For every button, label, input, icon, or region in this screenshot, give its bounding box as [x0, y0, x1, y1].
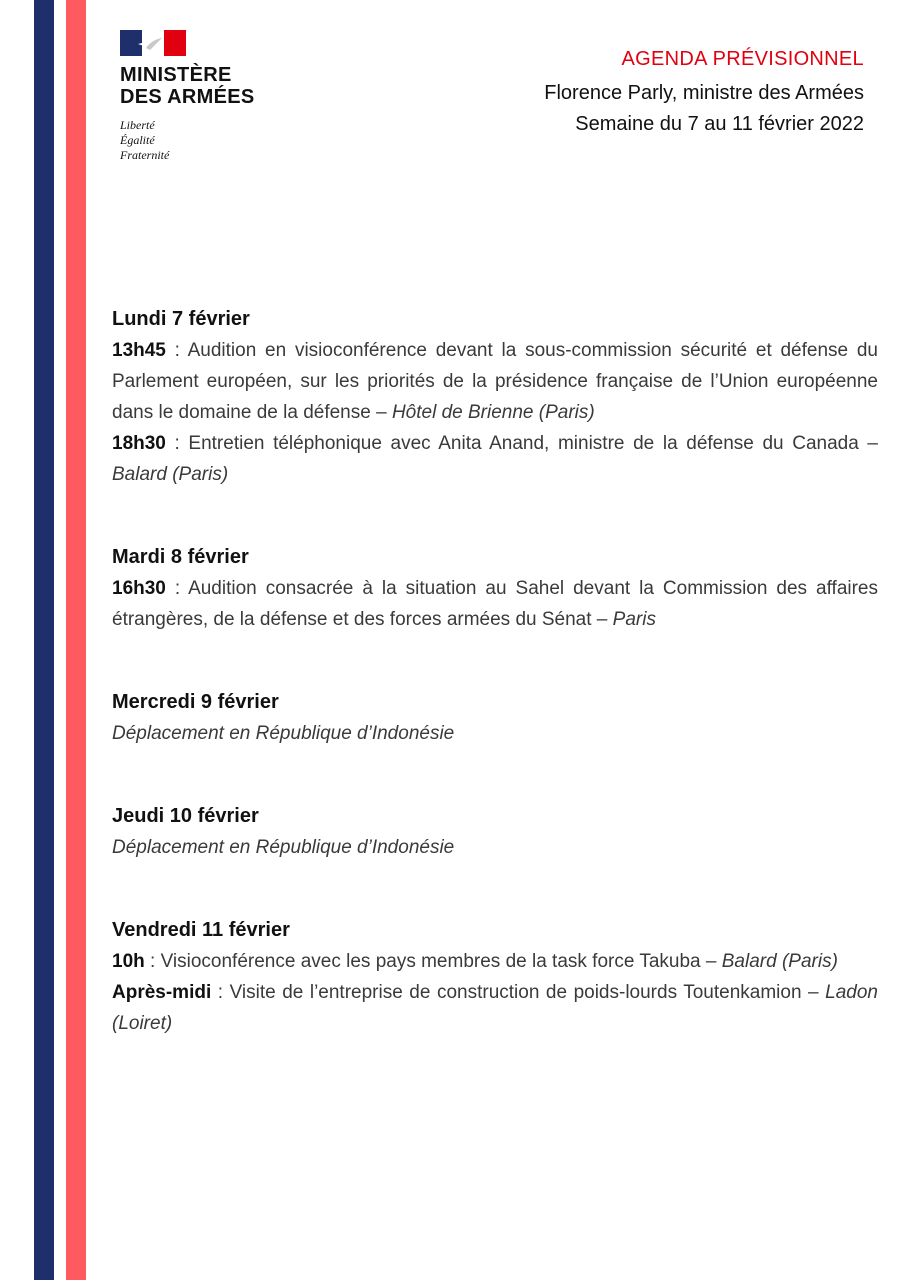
day-title: Mercredi 9 février [112, 691, 279, 713]
ministry-name [120, 64, 320, 108]
motto-liberte: Liberté [120, 118, 155, 132]
agenda-entry [112, 977, 878, 1039]
minister-name: Florence Parly, ministre des Armées [544, 82, 864, 104]
agenda-title: AGENDA PRÉVISIONNEL [621, 48, 864, 70]
flag-stripe-white [54, 0, 66, 1280]
agenda-entry [112, 946, 878, 977]
day-wednesday [112, 687, 878, 749]
marianne-flag-icon [120, 30, 186, 56]
ministry-name-line2: DES ARMÉES [120, 86, 255, 108]
entry-place: Ladon (Loiret) [112, 982, 878, 1034]
entry-time: 10h [112, 951, 145, 972]
entry-place: Hôtel de Brienne (Paris) [391, 402, 595, 423]
agenda-entry [112, 428, 878, 490]
day-monday [112, 304, 878, 490]
entry-text: : Visite de l’entreprise de construction de poids-lourds Toutenkamion – [211, 982, 826, 1003]
agenda-entry [112, 573, 878, 635]
entry-text: : Audition en visioconférence devant la sous-commission sécurité et défense du Parlement européen, sur les priorités de la présidence française de l’Union européenne dans le domaine de la défense – [112, 340, 878, 423]
ministry-name-line1: MINISTÈRE [120, 64, 232, 86]
entry-time: Après-midi [112, 982, 212, 1003]
entry-place: Paris [612, 609, 656, 630]
motto-fraternite: Fraternité [120, 148, 170, 162]
week-range: Semaine du 7 au 11 février 2022 [575, 113, 864, 135]
entry-time: 13h45 [112, 340, 166, 361]
day-friday [112, 915, 878, 1039]
day-note: Déplacement en République d’Indonésie [112, 723, 455, 744]
ministry-logo [120, 30, 320, 163]
day-title: Mardi 8 février [112, 546, 249, 568]
entry-time: 18h30 [112, 433, 166, 454]
entry-place: Balard (Paris) [721, 951, 838, 972]
day-note: Déplacement en République d’Indonésie [112, 837, 455, 858]
entry-place: Balard (Paris) [112, 464, 229, 485]
day-thursday [112, 801, 878, 863]
entry-time: 16h30 [112, 578, 166, 599]
entry-text: : Entretien téléphonique avec Anita Anand, ministre de la défense du Canada – [165, 433, 878, 454]
day-title: Vendredi 11 février [112, 919, 290, 941]
motto-egalite: Égalité [120, 133, 155, 147]
republic-motto [120, 118, 320, 163]
document-header [544, 46, 864, 140]
entry-text: : Visioconférence avec les pays membres de la task force Takuba – [144, 951, 722, 972]
agenda-content [112, 304, 878, 1091]
day-tuesday [112, 542, 878, 635]
flag-stripe-red [66, 0, 86, 1280]
flag-stripe-blue [34, 0, 54, 1280]
day-title: Jeudi 10 février [112, 805, 259, 827]
entry-text: : Audition consacrée à la situation au Sahel devant la Commission des affaires étrangères, de la défense et des forces armées du Sénat – [112, 578, 878, 630]
agenda-entry [112, 335, 878, 428]
day-title: Lundi 7 février [112, 308, 250, 330]
